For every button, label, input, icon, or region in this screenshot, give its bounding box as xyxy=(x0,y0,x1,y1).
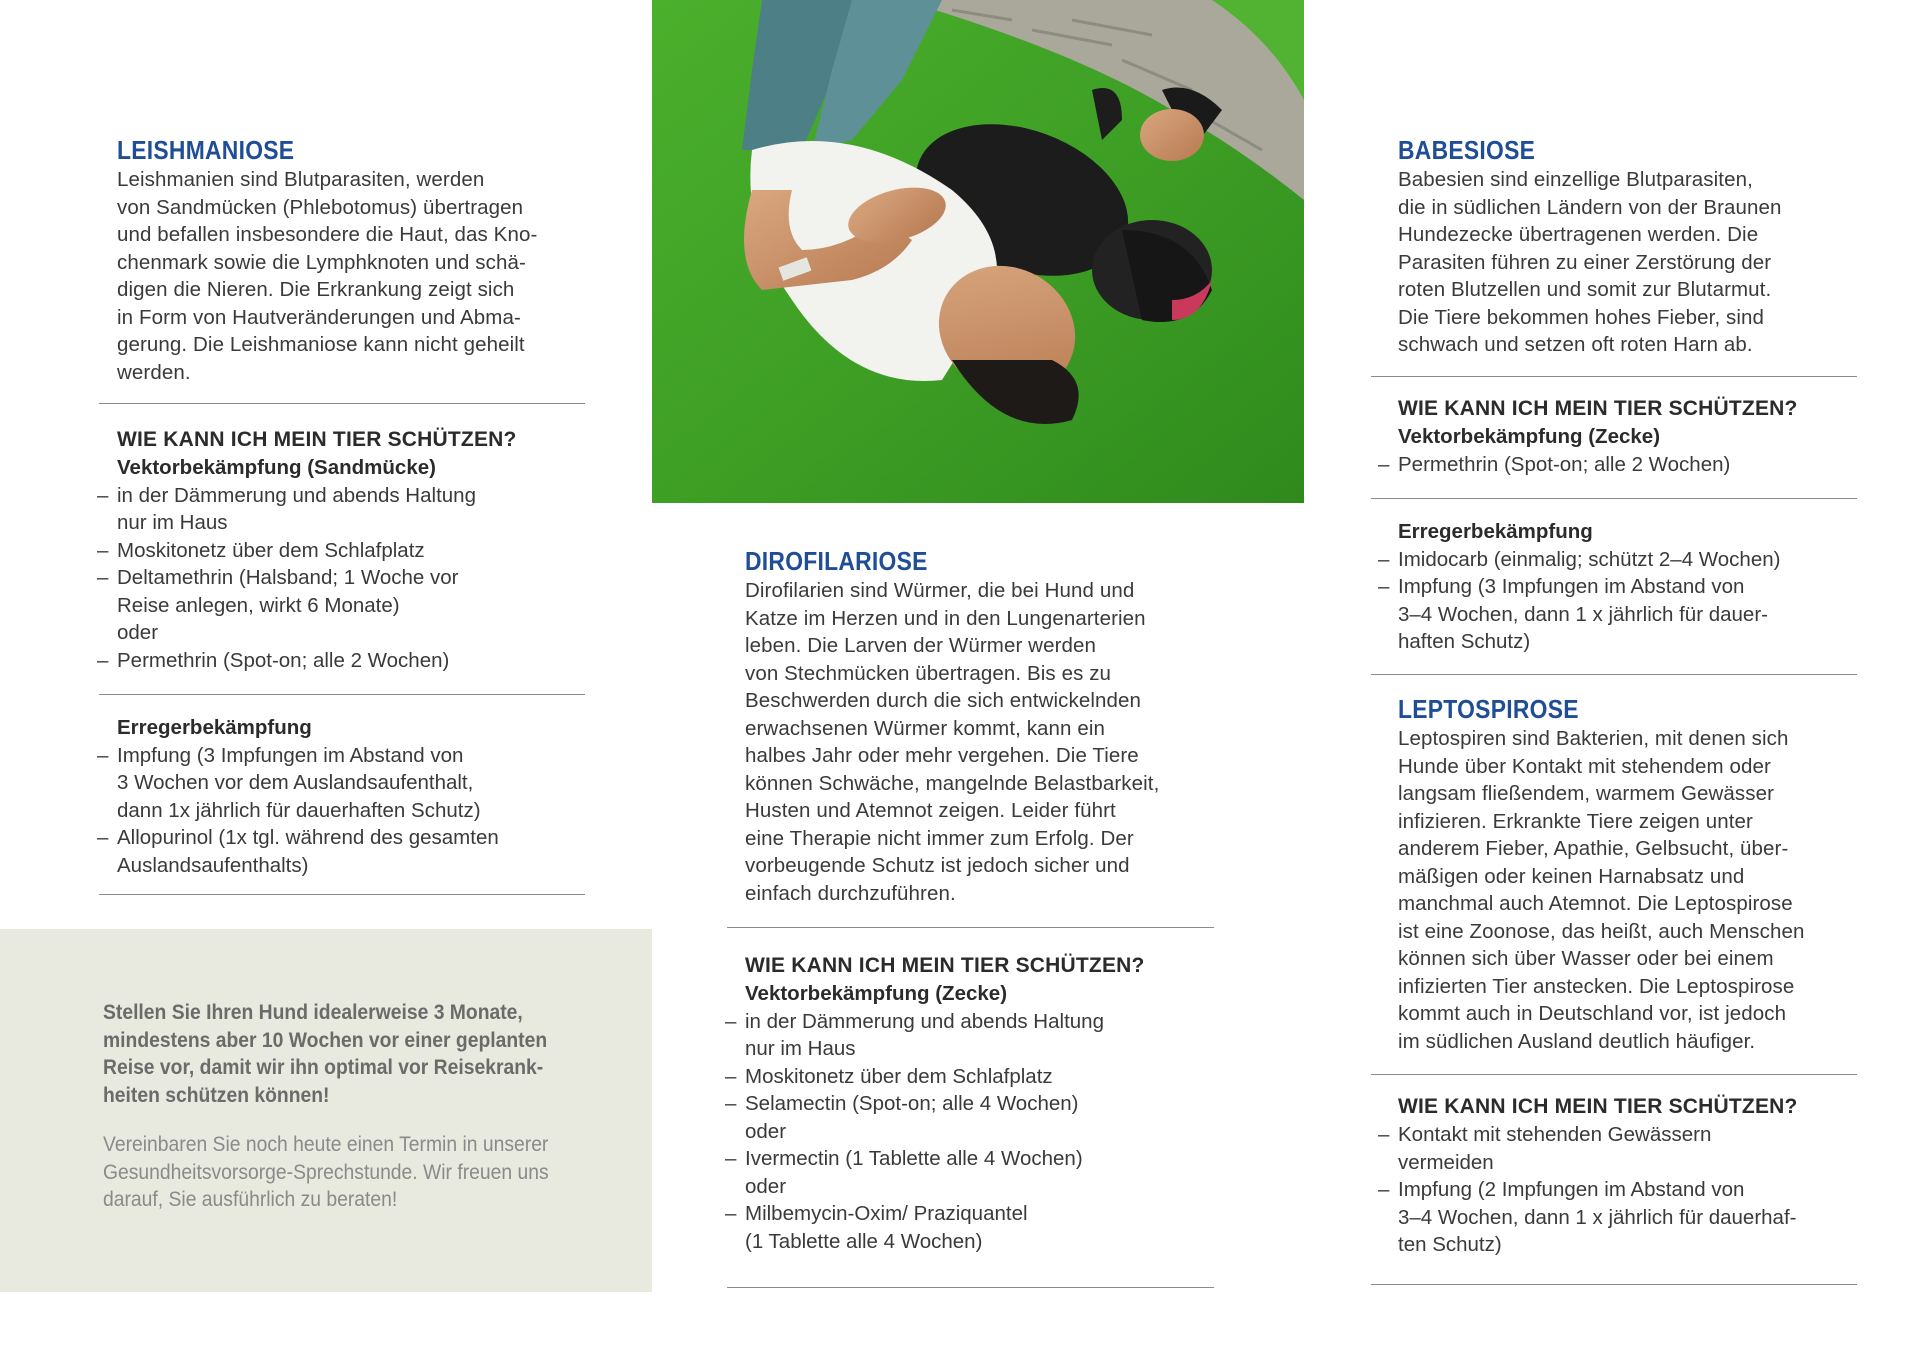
list-item: – Impfung (3 Impfungen im Abstand von 3 Wochen vor dem Auslandsaufenthalt, dann 1x jährlich für dauerhaften Schutz) xyxy=(117,742,597,825)
man-with-dog-photo xyxy=(652,0,1304,503)
divider xyxy=(1371,498,1857,499)
protection-question: WIE KANN ICH MEIN TIER SCHÜTZEN? xyxy=(1398,397,1798,420)
leishmaniose-title: LEISHMANIOSE xyxy=(117,135,295,165)
list-item: – Allopurinol (1x tgl. während des gesamten Auslandsaufenthalts) xyxy=(117,824,597,879)
dirofilariose-section xyxy=(745,545,1225,907)
list-item: – Imidocarb (einmalig; schützt 2–4 Wochen) xyxy=(1398,546,1878,574)
callout-headline: Stellen Sie Ihren Hund idealerweise 3 Monate, mindestens aber 10 Wochen vor einer geplanten Reise vor, damit wir ihn optimal vor Reisekrank- heiten schützen können! xyxy=(103,1001,548,1107)
callout-text: Vereinbaren Sie noch heute einen Termin in unserer Gesundheitsvorsorge-Sprechstunde. Wir freuen uns darauf, Sie ausführlich zu beraten! xyxy=(103,1133,549,1211)
list-item: – Impfung (3 Impfungen im Abstand von 3–4 Wochen, dann 1 x jährlich für dauer- haften Schutz) xyxy=(1398,573,1878,656)
dirofilariose-protection xyxy=(745,952,1225,1255)
vector-control-heading: Vektorbekämpfung (Sandmücke) xyxy=(117,456,436,479)
leptospirose-section xyxy=(1398,693,1878,1055)
babesiose-section xyxy=(1398,134,1878,359)
babesiose-description: Babesien sind einzellige Blutparasiten, die in südlichen Ländern von der Braunen Hundezecke übertragenen werden. Die Parasiten führen zu einer Zerstörung der roten Blutzellen und somit zur Blutarmut. Die Tiere bekommen hohes Fieber, sind schwach und setzen oft roten Harn ab. xyxy=(1398,168,1782,356)
list-item: – Selamectin (Spot-on; alle 4 Wochen) oder xyxy=(745,1090,1225,1145)
appointment-callout xyxy=(0,929,652,1292)
babesiose-pathogen-control xyxy=(1398,518,1878,656)
divider xyxy=(1371,376,1857,377)
vector-control-heading: Vektorbekämpfung (Zecke) xyxy=(1398,425,1661,448)
protection-question: WIE KANN ICH MEIN TIER SCHÜTZEN? xyxy=(745,954,1145,977)
leishmaniose-pathogen-control xyxy=(117,714,597,879)
divider xyxy=(727,1287,1214,1288)
vector-control-list xyxy=(117,482,597,675)
pathogen-control-heading: Erregerbekämpfung xyxy=(1398,520,1593,543)
divider xyxy=(99,894,585,895)
list-item: – Deltamethrin (Halsband; 1 Woche vor Reise anlegen, wirkt 6 Monate) oder xyxy=(117,564,597,647)
list-item: – in der Dämmerung und abends Haltung nur im Haus xyxy=(117,482,597,537)
divider xyxy=(99,694,585,695)
babesiose-protection xyxy=(1398,395,1878,478)
pathogen-control-heading: Erregerbekämpfung xyxy=(117,716,312,739)
leishmaniose-section xyxy=(117,134,597,386)
list-item: – Milbemycin-Oxim/ Praziquantel (1 Tablette alle 4 Wochen) xyxy=(745,1200,1225,1255)
protection-question: WIE KANN ICH MEIN TIER SCHÜTZEN? xyxy=(1398,1095,1798,1118)
vector-control-heading: Vektorbekämpfung (Zecke) xyxy=(745,982,1008,1005)
vector-control-list xyxy=(745,1008,1225,1256)
dirofilariose-description: Dirofilarien sind Würmer, die bei Hund und Katze im Herzen und in den Lungenarterien leben. Die Larven der Würmer werden von Stechmücken übertragen. Bis es zu Beschwerden durch die sich entwickelnden erwachsenen Würmer kommt, kann ein halbes Jahr oder mehr vergehen. Die Tiere können Schwäche, mangelnde Belastbarkeit, Husten und Atemnot zeigen. Leider führt eine Therapie nicht immer zum Erfolg. Der vorbeugende Schutz ist jedoch sicher und einfach durchzuführen. xyxy=(745,579,1160,905)
protection-list xyxy=(1398,1121,1878,1259)
divider xyxy=(1371,1074,1857,1075)
list-item: – Impfung (2 Impfungen im Abstand von 3–4 Wochen, dann 1 x jährlich für dauerhaf- ten Schutz) xyxy=(1398,1176,1878,1259)
babesiose-title: BABESIOSE xyxy=(1398,135,1536,165)
pathogen-control-list xyxy=(117,742,597,880)
divider xyxy=(1371,1284,1857,1285)
list-item: – in der Dämmerung und abends Haltung nur im Haus xyxy=(745,1008,1225,1063)
list-item: – Kontakt mit stehenden Gewässern vermeiden xyxy=(1398,1121,1878,1176)
list-item: – Permethrin (Spot-on; alle 2 Wochen) xyxy=(1398,451,1878,479)
leishmaniose-protection xyxy=(117,426,597,674)
divider xyxy=(727,927,1214,928)
leptospirose-description: Leptospiren sind Bakterien, mit denen sich Hunde über Kontakt mit stehendem oder langsam fließendem, warmem Gewässer infizieren. Erkrankte Tiere zeigen unter anderem Fieber, Apathie, Gelbsucht, über- mäßigen oder keinen Harnabsatz und manchmal auch Atemnot. Die Leptospirose ist eine Zoonose, das heißt, auch Menschen können sich über Wasser oder bei einem infizierten Tier anstecken. Die Leptospirose kommt auch in Deutschland vor, ist jedoch im südlichen Ausland deutlich häufiger. xyxy=(1398,727,1805,1053)
leptospirose-title: LEPTOSPIROSE xyxy=(1398,694,1579,724)
divider xyxy=(1371,674,1857,675)
vector-control-list xyxy=(1398,451,1878,479)
list-item: – Permethrin (Spot-on; alle 2 Wochen) xyxy=(117,647,597,675)
list-item: – Moskitonetz über dem Schlafplatz xyxy=(117,537,597,565)
leishmaniose-description: Leishmanien sind Blutparasiten, werden von Sandmücken (Phlebotomus) übertragen und befallen insbesondere die Haut, das Kno- chenmark sowie die Lymphknoten und schä- digen die Nieren. Die Erkrankung zeigt sich in Form von Hautveränderungen und Abma- gerung. Die Leishmaniose kann nicht geheilt werden. xyxy=(117,168,538,384)
leptospirose-protection xyxy=(1398,1093,1878,1259)
divider xyxy=(99,403,585,404)
list-item: – Moskitonetz über dem Schlafplatz xyxy=(745,1063,1225,1091)
dirofilariose-title: DIROFILARIOSE xyxy=(745,546,928,576)
list-item: – Ivermectin (1 Tablette alle 4 Wochen) oder xyxy=(745,1145,1225,1200)
pathogen-control-list xyxy=(1398,546,1878,656)
protection-question: WIE KANN ICH MEIN TIER SCHÜTZEN? xyxy=(117,428,517,451)
